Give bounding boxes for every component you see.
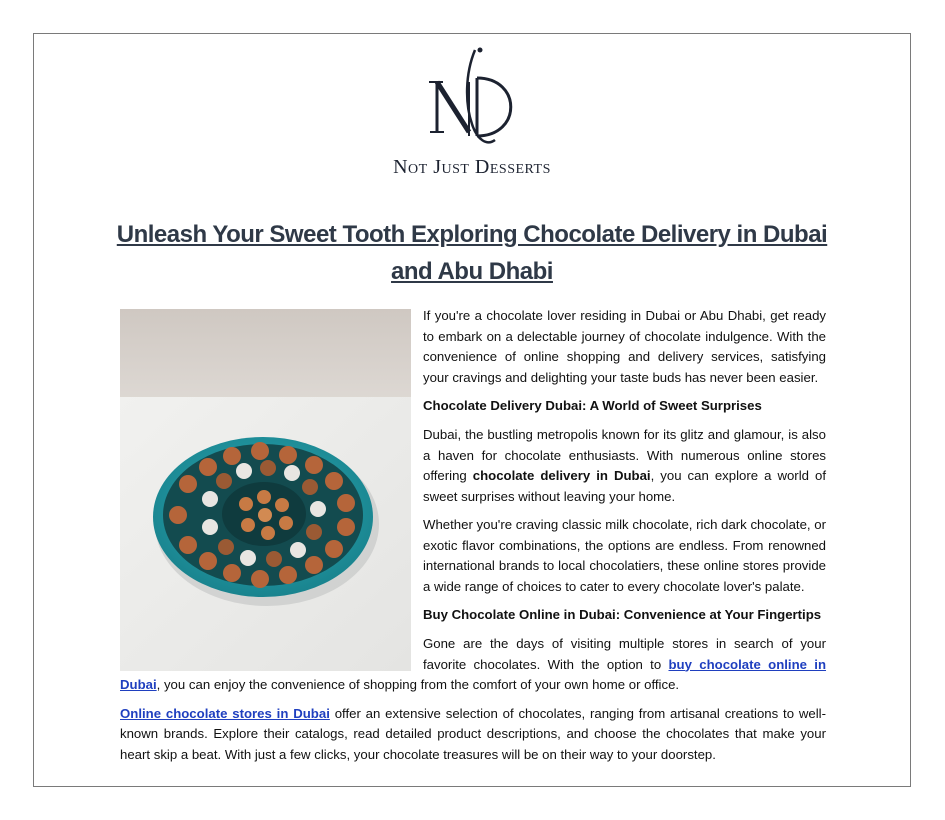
text-span: , you can explore a world of sweet surprises without leaving your home. (423, 468, 826, 504)
buy-chocolate-online-link[interactable]: buy chocolate online in Dubai (120, 656, 827, 692)
online-chocolate-stores-link[interactable]: Online chocolate stores in Dubai (120, 705, 330, 721)
section1-paragraph-2: Whether you're craving classic milk chocolate, rich dark chocolate, or exotic flavor combinations, the options are endless. From renowned international brands to local chocolatiers, these online stores provide a wide range of choices to cater to every chocolate lover's palate. (423, 517, 826, 594)
intro-paragraph: If you're a chocolate lover residing in Dubai or Abu Dhabi, get ready to embark on a delectable journey of chocolate indulgence. With the convenience of online shopping and delivery services, satisfying your cravings and delighting your taste buds has never been easier. (423, 308, 826, 385)
section-heading-buy-online: Buy Chocolate Online in Dubai: Convenience at Your Fingertips (423, 607, 822, 622)
chocolate-platter-image (120, 309, 411, 671)
text-span: offer an extensive selection of chocolates, ranging from artisanal creations to well-known brands. Explore their catalogs, read detailed product descriptions, and choose the chocolates that make your heart skip a beat. With just a few clicks, your chocolate treasures will be on their way to your doorstep. (120, 705, 826, 762)
section2-paragraph-2 (120, 704, 826, 766)
article-title: Unleash Your Sweet Tooth Exploring Chocolate Delivery in Dubai and Abu Dhabi (116, 221, 828, 285)
brand-logo (34, 44, 910, 179)
text-span: , you can enjoy the convenience of shopping from the comfort of your own home or office. (156, 677, 680, 692)
article-body (120, 306, 826, 773)
chocolate-platter-photo (120, 309, 411, 671)
text-span: Gone are the days of visiting multiple stores in search of your favorite chocolates. With the option to (423, 636, 826, 672)
brand-name: Not Just Desserts (393, 156, 551, 178)
bold-keyword: chocolate delivery in Dubai (472, 468, 651, 483)
nd-monogram-logo (417, 44, 527, 154)
document-page (33, 33, 911, 787)
section-heading-chocolate-delivery: Chocolate Delivery Dubai: A World of Sweet Surprises (423, 398, 762, 413)
text-span: Dubai, the bustling metropolis known for its glitz and glamour, is also a haven for chocolate enthusiasts. With numerous online stores offering (423, 427, 826, 483)
